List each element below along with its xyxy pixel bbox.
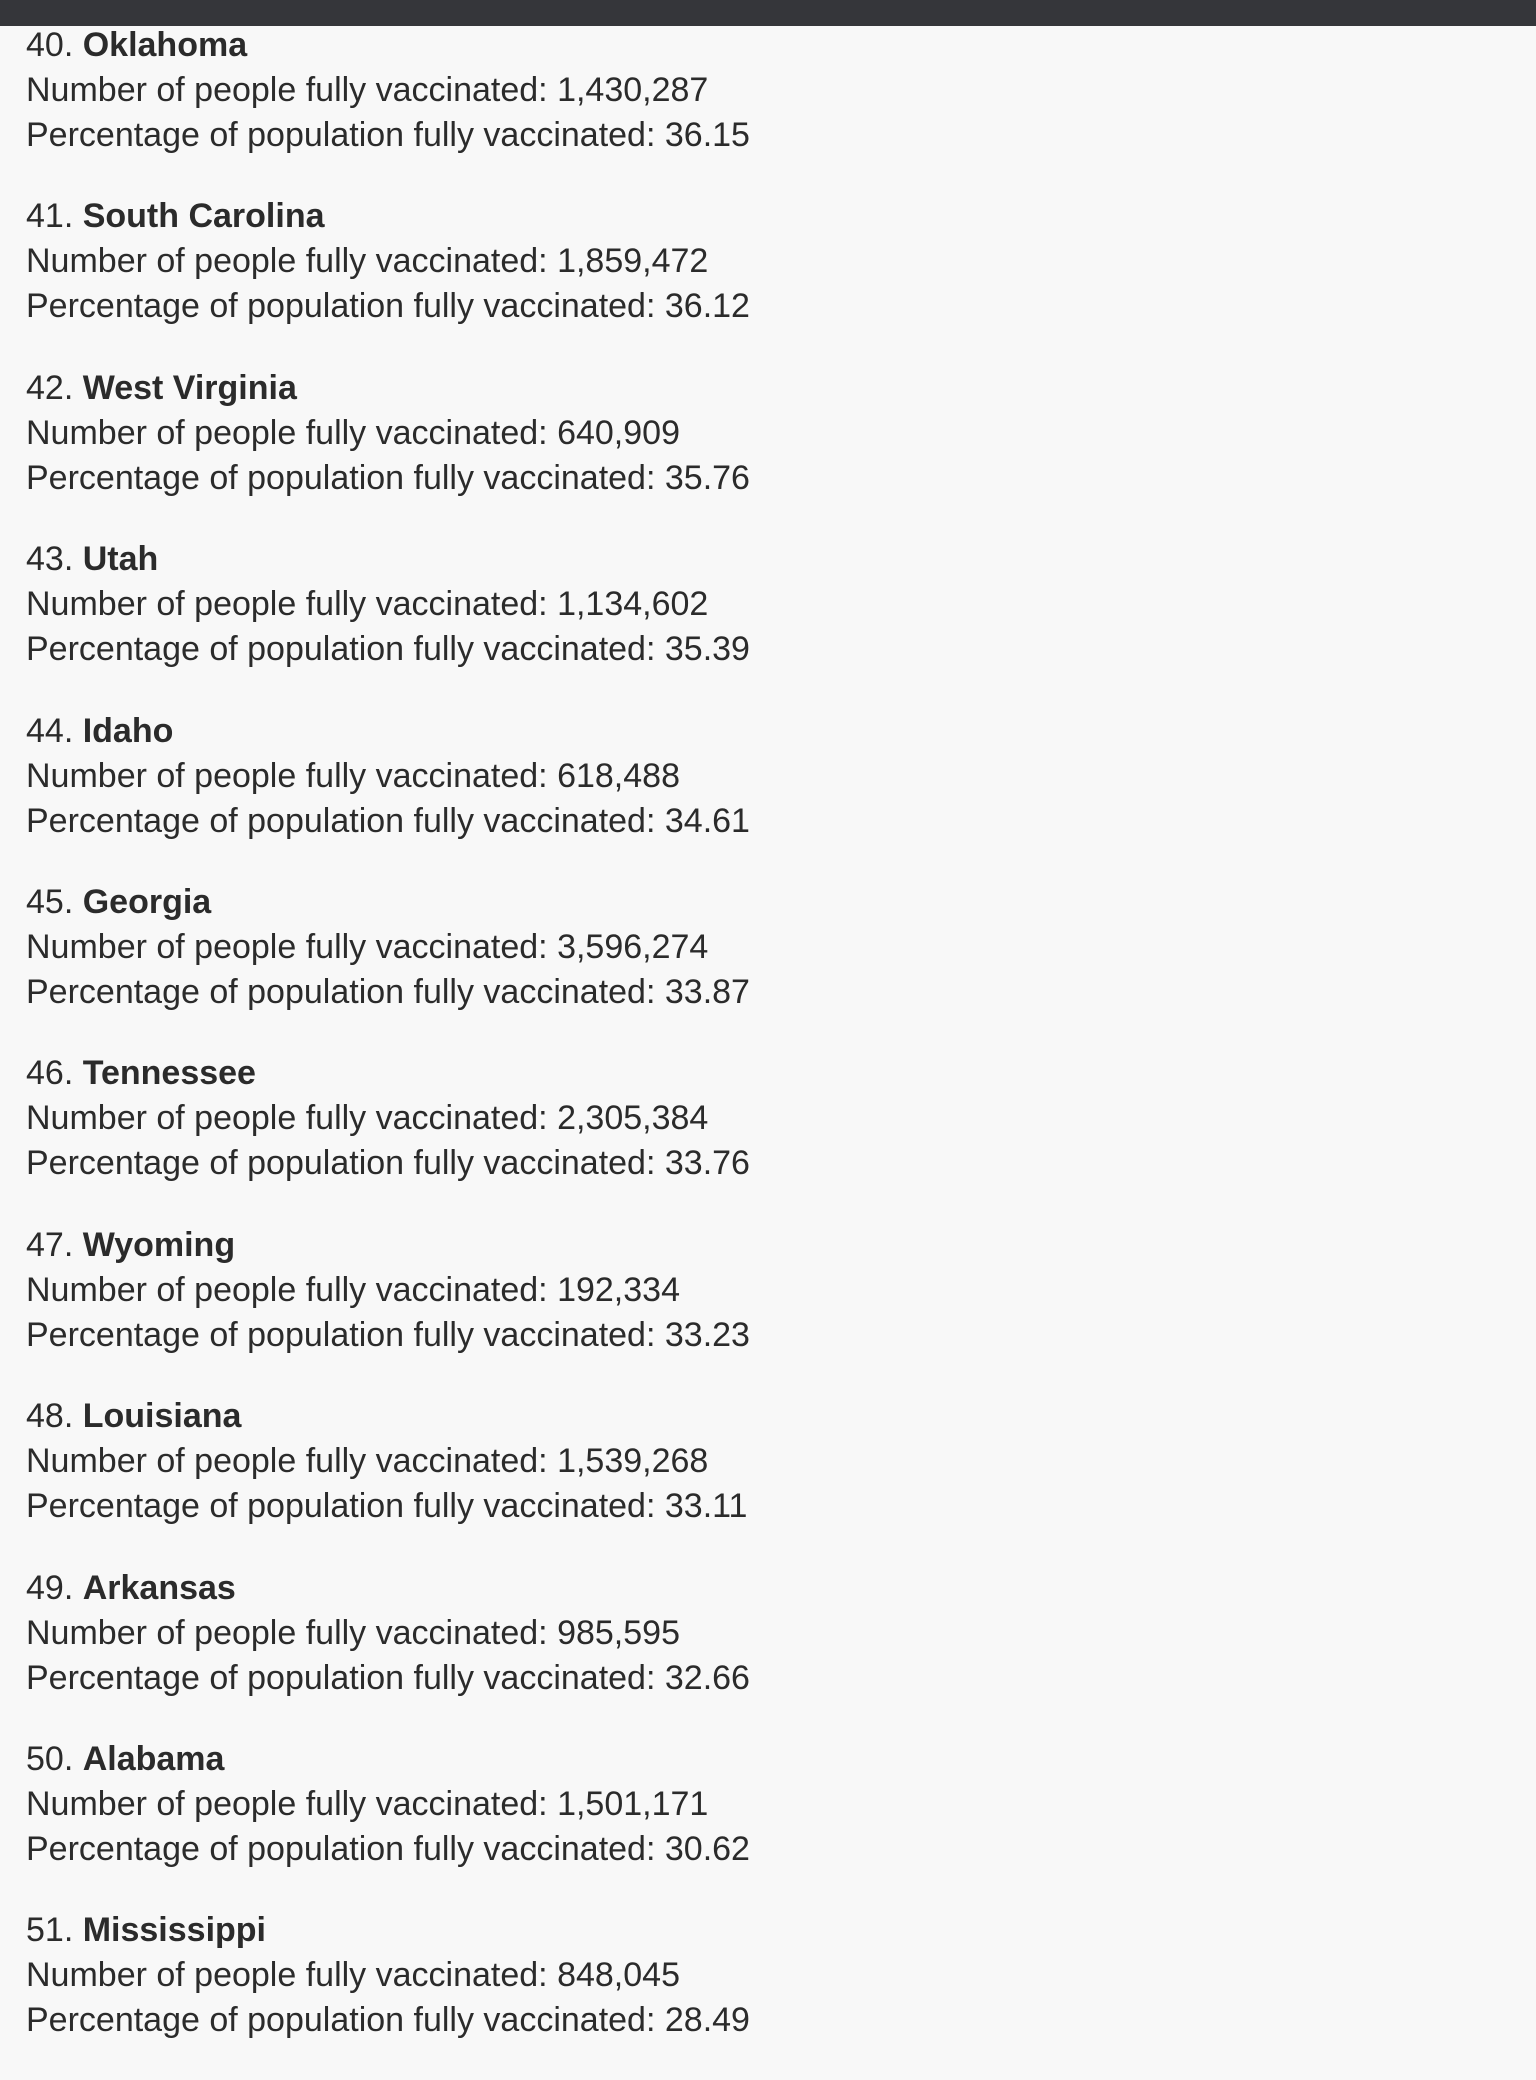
count-value: 3,596,274 xyxy=(557,927,709,966)
state-name: Mississippi xyxy=(82,1911,266,1950)
state-name: Arkansas xyxy=(82,1568,236,1607)
list-item xyxy=(26,194,1506,365)
percent-value: 34.61 xyxy=(664,801,750,840)
count-label: Number of people fully vaccinated: xyxy=(26,413,558,452)
percent-label: Percentage of population fully vaccinated: xyxy=(26,1487,665,1526)
count-value: 1,501,171 xyxy=(557,1784,709,1823)
percent-label: Percentage of population fully vaccinated: xyxy=(26,1658,665,1697)
count-label: Number of people fully vaccinated: xyxy=(26,1613,558,1652)
count-label: Number of people fully vaccinated: xyxy=(26,756,558,795)
count-value: 1,539,268 xyxy=(557,1442,709,1481)
percent-label: Percentage of population fully vaccinated: xyxy=(26,1829,665,1868)
count-value: 618,488 xyxy=(557,756,680,795)
state-name: Utah xyxy=(82,540,159,579)
count-value: 1,430,287 xyxy=(557,71,709,109)
percent-label: Percentage of population fully vaccinated: xyxy=(26,2001,665,2040)
count-value: 985,595 xyxy=(557,1613,680,1652)
percent-label: Percentage of population fully vaccinated: xyxy=(26,1315,665,1354)
percent-value: 33.87 xyxy=(664,972,750,1011)
count-value: 640,909 xyxy=(557,413,680,452)
percent-label: Percentage of population fully vaccinated: xyxy=(26,287,665,326)
state-name: Tennessee xyxy=(82,1054,256,1093)
state-name: Wyoming xyxy=(82,1225,236,1264)
percent-value: 32.66 xyxy=(664,1658,750,1697)
state-name: West Virginia xyxy=(82,368,297,407)
rank-number: 50. xyxy=(26,1739,83,1778)
state-name: Oklahoma xyxy=(82,26,248,64)
count-label: Number of people fully vaccinated: xyxy=(26,1442,558,1481)
count-value: 192,334 xyxy=(557,1270,680,1309)
rank-number: 46. xyxy=(26,1054,83,1093)
count-label: Number of people fully vaccinated: xyxy=(26,1784,558,1823)
list-item xyxy=(26,1394,1506,1565)
percent-value: 28.49 xyxy=(664,2001,750,2040)
state-name: Idaho xyxy=(82,711,174,750)
percent-value: 30.62 xyxy=(664,1829,750,1868)
list-item xyxy=(26,1051,1506,1222)
state-name: Louisiana xyxy=(82,1397,242,1436)
list-item xyxy=(26,1908,1506,2079)
rank-number: 44. xyxy=(26,711,83,750)
rank-number: 47. xyxy=(26,1225,83,1264)
state-name: Georgia xyxy=(82,882,212,921)
count-value: 1,134,602 xyxy=(557,585,709,624)
rank-number: 42. xyxy=(26,368,83,407)
percent-label: Percentage of population fully vaccinated: xyxy=(26,1144,665,1183)
percent-value: 35.39 xyxy=(664,630,750,669)
percent-value: 33.11 xyxy=(664,1487,748,1526)
count-value: 848,045 xyxy=(557,1956,680,1995)
count-value: 2,305,384 xyxy=(557,1099,709,1138)
list-item xyxy=(26,1737,1506,1908)
list-item xyxy=(26,1566,1506,1737)
rank-number: 41. xyxy=(26,197,83,236)
percent-label: Percentage of population fully vaccinated: xyxy=(26,116,665,154)
percent-label: Percentage of population fully vaccinated: xyxy=(26,630,665,669)
count-label: Number of people fully vaccinated: xyxy=(26,1956,558,1995)
percent-value: 33.23 xyxy=(664,1315,750,1354)
percent-label: Percentage of population fully vaccinated: xyxy=(26,458,665,497)
percent-label: Percentage of population fully vaccinated: xyxy=(26,972,665,1011)
percent-value: 36.15 xyxy=(664,116,750,154)
state-name: Alabama xyxy=(82,1739,225,1778)
vaccination-ranking-list xyxy=(26,23,1506,2080)
percent-value: 33.76 xyxy=(664,1144,750,1183)
percent-value: 35.76 xyxy=(664,458,750,497)
state-name: South Carolina xyxy=(82,197,325,236)
list-item xyxy=(26,366,1506,537)
count-label: Number of people fully vaccinated: xyxy=(26,1270,558,1309)
percent-value: 36.12 xyxy=(664,287,750,326)
rank-number: 45. xyxy=(26,882,83,921)
list-item xyxy=(26,537,1506,708)
list-item xyxy=(26,880,1506,1051)
count-label: Number of people fully vaccinated: xyxy=(26,1099,558,1138)
count-label: Number of people fully vaccinated: xyxy=(26,585,558,624)
list-item xyxy=(26,709,1506,880)
rank-number: 43. xyxy=(26,540,83,579)
list-item xyxy=(26,1223,1506,1394)
rank-number: 51. xyxy=(26,1911,83,1950)
count-label: Number of people fully vaccinated: xyxy=(26,927,558,966)
rank-number: 49. xyxy=(26,1568,83,1607)
count-label: Number of people fully vaccinated: xyxy=(26,242,558,281)
count-value: 1,859,472 xyxy=(557,242,709,281)
list-item xyxy=(26,23,1506,194)
percent-label: Percentage of population fully vaccinated: xyxy=(26,801,665,840)
rank-number: 40. xyxy=(26,26,83,64)
rank-number: 48. xyxy=(26,1397,83,1436)
count-label: Number of people fully vaccinated: xyxy=(26,71,558,109)
